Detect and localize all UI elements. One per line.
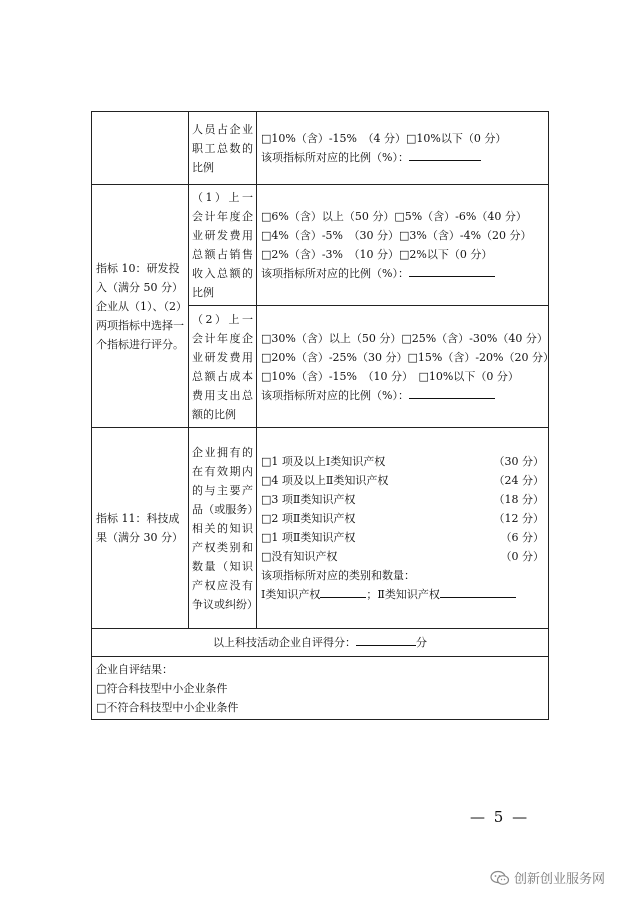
- checkbox-option[interactable]: □10%（含）-15% （4 分）□10%以下（0 分）: [261, 132, 507, 145]
- table-row: [92, 185, 549, 306]
- item-text: （2）上一会计年度企业研发费用总额占成本费用支出总额的比例: [192, 312, 253, 421]
- answer-blank[interactable]: [409, 264, 495, 277]
- result-option-yes[interactable]: □符合科技型中小企业条件: [96, 682, 228, 695]
- answer-blank[interactable]: [409, 386, 495, 399]
- result-cell: [92, 657, 549, 720]
- result-title: 企业自评结果：: [96, 663, 173, 676]
- evaluation-table: [91, 111, 555, 720]
- wechat-icon: [490, 870, 510, 886]
- checkbox-option[interactable]: □2%（含）-3% （10 分）□2%以下（0 分）: [261, 248, 493, 261]
- checkbox-option[interactable]: □1 项及以上Ⅰ类知识产权 （30 分）: [261, 455, 544, 468]
- answer-prompt: 该项指标所对应的类别和数量：: [261, 569, 415, 582]
- answer-line: 该项指标所对应的比例（%）：: [261, 264, 544, 283]
- table-row: [92, 629, 549, 657]
- class2-blank[interactable]: [440, 585, 516, 598]
- item-cell: [189, 428, 257, 629]
- answer-line: Ⅰ类知识产权 ；Ⅱ类知识产权: [261, 585, 544, 604]
- checkbox-option[interactable]: □1 项Ⅱ类知识产权 （6 分）: [261, 531, 544, 544]
- checkbox-option[interactable]: □30%（含）以上（50 分）□25%（含）-30%（40 分）: [261, 331, 548, 345]
- options-cell: [257, 185, 549, 306]
- options-cell: [257, 306, 555, 428]
- item-cell: [189, 306, 257, 428]
- result-option-no[interactable]: □不符合科技型中小企业条件: [96, 701, 239, 714]
- answer-line: 该项指标所对应的比例（%）：: [261, 386, 544, 405]
- self-score-cell: 以上科技活动企业自评得分： 分: [92, 629, 549, 657]
- self-score-blank[interactable]: [356, 633, 416, 646]
- watermark-text: 创新创业服务网: [514, 872, 606, 887]
- table-row: [92, 112, 549, 185]
- checkbox-option[interactable]: □4%（含）-5% （30 分）□3%（含）-4%（20 分）: [261, 229, 532, 242]
- checkbox-option[interactable]: □6%（含）以上（50 分）□5%（含）-6%（40 分）: [261, 210, 527, 223]
- answer-blank[interactable]: [409, 148, 481, 161]
- item-cell: [189, 112, 257, 185]
- answer-line: 该项指标所对应的比例（%）：: [261, 148, 544, 167]
- table-row: [92, 428, 549, 629]
- checkbox-option[interactable]: □2 项Ⅱ类知识产权 （12 分）: [261, 512, 544, 525]
- indicator-11-cell: [92, 428, 189, 629]
- watermark: [490, 868, 605, 887]
- checkbox-option[interactable]: □10%（含）-15% （10 分） □10%以下（0 分）: [261, 369, 519, 383]
- item-cell: [189, 185, 257, 306]
- indicator-cell-empty: [92, 112, 189, 185]
- table-row: [92, 657, 549, 720]
- class1-blank[interactable]: [320, 585, 366, 598]
- item-text: （1）上一会计年度企业研发费用总额占销售收入总额的比例: [192, 191, 253, 299]
- checkbox-option[interactable]: □4 项及以上Ⅱ类知识产权 （24 分）: [261, 474, 544, 487]
- page-number: — 5 —: [470, 808, 530, 826]
- item-text: 人员占企业职工总数的比例: [192, 122, 253, 174]
- checkbox-option[interactable]: □3 项Ⅱ类知识产权 （18 分）: [261, 493, 544, 506]
- options-cell: [257, 428, 549, 629]
- options-cell: [257, 112, 549, 185]
- indicator-10-label: 指标 10：研发投入（满分 50 分）企业从（1）、（2）两项指标中选择一个指标进行评分。: [96, 261, 184, 351]
- checkbox-option[interactable]: □20%（含）-25%（30 分）□15%（含）-20%（20 分）: [261, 350, 555, 364]
- item-text: 企业拥有的在有效期内的与主要产品（或服务）相关的知识产权类别和数量（知识产权应没有争议或纠纷）: [192, 445, 258, 611]
- indicator-10-cell: [92, 185, 189, 428]
- checkbox-option[interactable]: □没有知识产权 （0 分）: [261, 550, 544, 563]
- indicator-11-label: 指标 11：科技成果（满分 30 分）: [96, 512, 183, 544]
